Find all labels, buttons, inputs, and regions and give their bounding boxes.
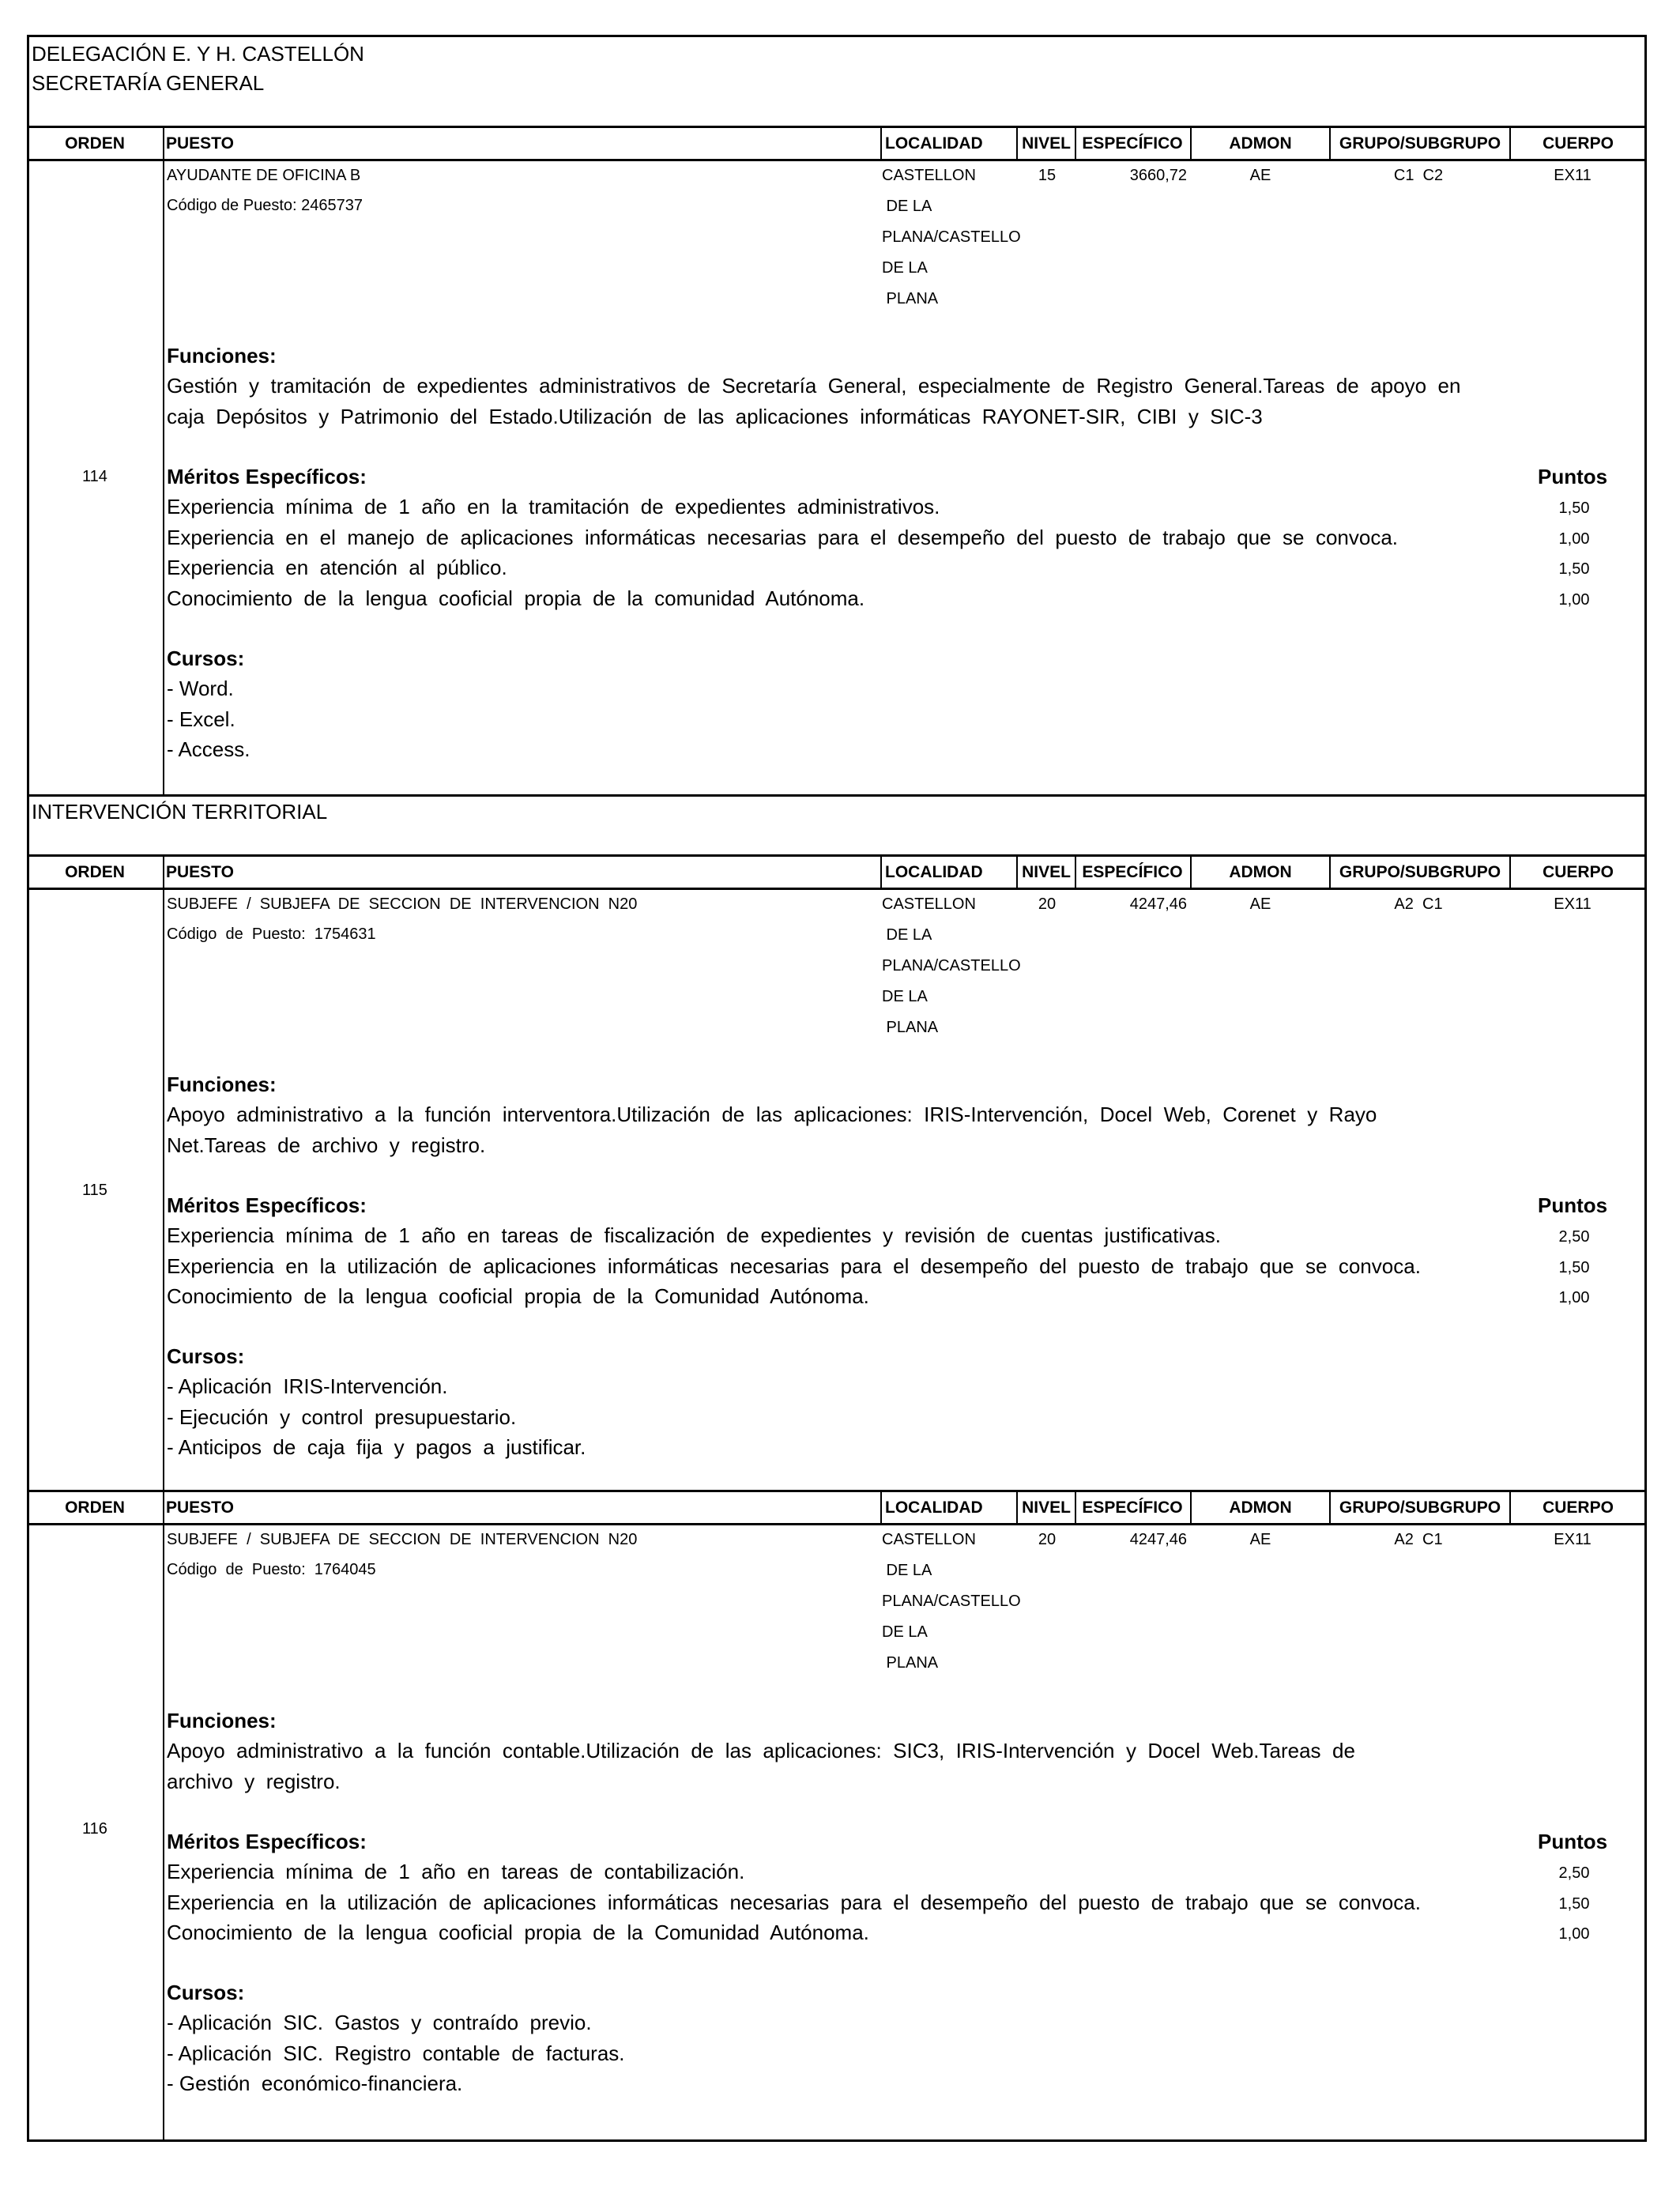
merito-text: Conocimiento de la lengua cooficial propia de la comunidad Autónoma. bbox=[167, 586, 865, 610]
entry-especifico: 3660,72 bbox=[1129, 167, 1187, 184]
cursos-label: Cursos: bbox=[167, 647, 245, 670]
merito-puntos: 1,50 bbox=[1558, 560, 1590, 578]
header-cuerpo: CUERPO bbox=[1543, 134, 1614, 153]
header-orden: ORDEN bbox=[65, 863, 125, 881]
header-orden: ORDEN bbox=[65, 134, 125, 153]
merito-text: Experiencia en el manejo de aplicaciones informáticas necesarias para el desempeño del puesto de trabajo que se convoca. bbox=[167, 526, 1399, 549]
funciones-line: Apoyo administrativo a la función contable.Utilización de las aplicaciones: SIC3, IRIS-Intervención y Docel Web.Tareas de bbox=[167, 1739, 1355, 1762]
localidad-line: PLANA bbox=[882, 290, 939, 307]
puntos-label: Puntos bbox=[1538, 1193, 1608, 1217]
merito-puntos: 1,00 bbox=[1558, 591, 1590, 609]
merito-puntos: 1,00 bbox=[1558, 1925, 1590, 1943]
entry-codigo: Código de Puesto: 1764045 bbox=[167, 1561, 376, 1578]
entry-nivel: 20 bbox=[1038, 895, 1057, 913]
localidad-line: PLANA/CASTELLO bbox=[882, 957, 1021, 974]
funciones-label: Funciones: bbox=[167, 1072, 277, 1096]
header-divider bbox=[880, 127, 882, 160]
entry-orden: 114 bbox=[82, 468, 107, 485]
entry-grupo: A2 C1 bbox=[1394, 1531, 1443, 1548]
header-admon: ADMON bbox=[1229, 134, 1292, 153]
entry-localidad bbox=[882, 1525, 1021, 1679]
entry-admon: AE bbox=[1249, 1531, 1271, 1548]
merito-puntos: 1,50 bbox=[1558, 499, 1590, 517]
funciones-line: caja Depósitos y Patrimonio del Estado.Utilización de las aplicaciones informáticas RAYONET-SIR, CIBI y SIC-3 bbox=[167, 405, 1263, 428]
localidad-line: PLANA bbox=[882, 1019, 939, 1036]
entry-cuerpo: EX11 bbox=[1554, 895, 1591, 913]
localidad-line: CASTELLON bbox=[882, 1531, 976, 1548]
merito-text: Experiencia en la utilización de aplicaciones informáticas necesarias para el desempeño del puesto de trabajo que se convoca. bbox=[167, 1891, 1421, 1914]
header-puesto: PUESTO bbox=[166, 134, 234, 153]
curso-item: - Aplicación SIC. Gastos y contraído previo. bbox=[167, 2011, 592, 2034]
header-localidad: LOCALIDAD bbox=[885, 134, 983, 153]
merito-text: Conocimiento de la lengua cooficial propia de la Comunidad Autónoma. bbox=[167, 1921, 869, 1944]
merito-puntos: 1,00 bbox=[1558, 1289, 1590, 1306]
localidad-line: DE LA bbox=[882, 198, 932, 215]
entry-localidad bbox=[882, 160, 1021, 315]
merito-text: Experiencia mínima de 1 año en tareas de contabilización. bbox=[167, 1860, 745, 1883]
entry-codigo: Código de Puesto: 1754631 bbox=[167, 925, 376, 943]
merito-text: Conocimiento de la lengua cooficial propia de la Comunidad Autónoma. bbox=[167, 1284, 869, 1308]
merito-text: Experiencia mínima de 1 año en la tramitación de expedientes administrativos. bbox=[167, 495, 940, 518]
merito-puntos: 1,50 bbox=[1558, 1895, 1590, 1913]
divider bbox=[27, 794, 1647, 797]
header-divider bbox=[880, 856, 882, 889]
divider bbox=[27, 159, 1647, 161]
section-title-delegacion: DELEGACIÓN E. Y H. CASTELLÓN bbox=[32, 42, 364, 66]
curso-item: - Ejecución y control presupuestario. bbox=[167, 1405, 517, 1429]
funciones-line: archivo y registro. bbox=[167, 1770, 341, 1793]
meritos-label: Méritos Específicos: bbox=[167, 1193, 367, 1217]
header-divider bbox=[880, 1491, 882, 1525]
merito-puntos: 2,50 bbox=[1558, 1864, 1590, 1882]
table-header-row bbox=[27, 127, 1647, 160]
header-especifico: ESPECÍFICO bbox=[1082, 134, 1183, 153]
section-title-intervencion: INTERVENCIÓN TERRITORIAL bbox=[32, 800, 328, 824]
puntos-label: Puntos bbox=[1538, 1830, 1608, 1853]
merito-text: Experiencia en la utilización de aplicaciones informáticas necesarias para el desempeño del puesto de trabajo que se convoca. bbox=[167, 1254, 1421, 1278]
header-cuerpo: CUERPO bbox=[1543, 863, 1614, 881]
header-puesto: PUESTO bbox=[166, 863, 234, 881]
cursos-label: Cursos: bbox=[167, 1981, 245, 2004]
header-grupo: GRUPO/SUBGRUPO bbox=[1339, 134, 1501, 153]
merito-text: Experiencia mínima de 1 año en tareas de fiscalización de expedientes y revisión de cuentas justificativas. bbox=[167, 1223, 1221, 1247]
entry-admon: AE bbox=[1249, 167, 1271, 184]
merito-puntos: 2,50 bbox=[1558, 1228, 1590, 1246]
merito-text: Experiencia en atención al público. bbox=[167, 556, 507, 579]
entry-puesto: AYUDANTE DE OFICINA B bbox=[167, 167, 361, 184]
curso-item: - Gestión económico-financiera. bbox=[167, 2071, 463, 2095]
localidad-line: DE LA bbox=[882, 926, 932, 944]
localidad-line: DE LA bbox=[882, 988, 928, 1005]
header-especifico: ESPECÍFICO bbox=[1082, 863, 1183, 881]
header-puesto: PUESTO bbox=[166, 1498, 234, 1517]
table-header-row bbox=[27, 1491, 1647, 1525]
localidad-line: CASTELLON bbox=[882, 167, 976, 184]
header-cuerpo: CUERPO bbox=[1543, 1498, 1614, 1517]
section-title-secretaria: SECRETARÍA GENERAL bbox=[32, 71, 265, 95]
meritos-label: Méritos Específicos: bbox=[167, 465, 367, 488]
orden-column-divider bbox=[163, 889, 164, 1490]
header-nivel: NIVEL bbox=[1022, 134, 1071, 153]
curso-item: - Word. bbox=[167, 677, 234, 700]
entry-nivel: 20 bbox=[1038, 1531, 1057, 1548]
merito-puntos: 1,50 bbox=[1558, 1259, 1590, 1276]
curso-item: - Aplicación SIC. Registro contable de facturas. bbox=[167, 2041, 625, 2065]
entry-localidad bbox=[882, 889, 1021, 1043]
entry-nivel: 15 bbox=[1038, 167, 1057, 184]
localidad-line: DE LA bbox=[882, 1623, 928, 1641]
entry-codigo: Código de Puesto: 2465737 bbox=[167, 197, 363, 214]
curso-item: - Access. bbox=[167, 737, 250, 761]
curso-item: - Anticipos de caja fija y pagos a justificar. bbox=[167, 1435, 586, 1459]
entry-puesto: SUBJEFE / SUBJEFA DE SECCION DE INTERVENCION N20 bbox=[167, 895, 638, 913]
entry-orden: 115 bbox=[82, 1182, 107, 1199]
funciones-label: Funciones: bbox=[167, 344, 277, 368]
localidad-line: PLANA/CASTELLO bbox=[882, 1593, 1021, 1610]
header-admon: ADMON bbox=[1229, 863, 1292, 881]
funciones-label: Funciones: bbox=[167, 1709, 277, 1732]
funciones-line: Net.Tareas de archivo y registro. bbox=[167, 1133, 486, 1157]
header-divider bbox=[163, 1491, 164, 1525]
orden-column-divider bbox=[163, 160, 164, 794]
meritos-label: Méritos Específicos: bbox=[167, 1830, 367, 1853]
entry-grupo: A2 C1 bbox=[1394, 895, 1443, 913]
entry-admon: AE bbox=[1249, 895, 1271, 913]
header-localidad: LOCALIDAD bbox=[885, 863, 983, 881]
orden-column-divider bbox=[163, 1525, 164, 2139]
funciones-line: Gestión y tramitación de expedientes administrativos de Secretaría General, especialmente de Registro General.Tareas de apoyo en bbox=[167, 374, 1461, 398]
divider bbox=[27, 888, 1647, 890]
merito-puntos: 1,00 bbox=[1558, 530, 1590, 548]
header-localidad: LOCALIDAD bbox=[885, 1498, 983, 1517]
curso-item: - Aplicación IRIS-Intervención. bbox=[167, 1374, 448, 1398]
funciones-line: Apoyo administrativo a la función interventora.Utilización de las aplicaciones: IRIS-Intervención, Docel Web, Corenet y Rayo bbox=[167, 1103, 1377, 1126]
entry-especifico: 4247,46 bbox=[1129, 895, 1187, 913]
header-admon: ADMON bbox=[1229, 1498, 1292, 1517]
entry-grupo: C1 C2 bbox=[1393, 167, 1444, 184]
table-header-row bbox=[27, 856, 1647, 889]
localidad-line: CASTELLON bbox=[882, 895, 976, 913]
header-divider bbox=[163, 127, 164, 160]
localidad-line: PLANA/CASTELLO bbox=[882, 228, 1021, 246]
header-orden: ORDEN bbox=[65, 1498, 125, 1517]
entry-orden: 116 bbox=[82, 1820, 107, 1838]
header-nivel: NIVEL bbox=[1022, 863, 1071, 881]
localidad-line: PLANA bbox=[882, 1654, 939, 1672]
entry-puesto: SUBJEFE / SUBJEFA DE SECCION DE INTERVENCION N20 bbox=[167, 1531, 638, 1548]
localidad-line: DE LA bbox=[882, 259, 928, 277]
curso-item: - Excel. bbox=[167, 707, 235, 731]
header-divider bbox=[163, 856, 164, 889]
entry-especifico: 4247,46 bbox=[1129, 1531, 1187, 1548]
entry-cuerpo: EX11 bbox=[1554, 1531, 1591, 1548]
puntos-label: Puntos bbox=[1538, 465, 1608, 488]
localidad-line: DE LA bbox=[882, 1562, 932, 1579]
header-grupo: GRUPO/SUBGRUPO bbox=[1339, 863, 1501, 881]
divider bbox=[27, 1523, 1647, 1525]
entry-cuerpo: EX11 bbox=[1554, 167, 1591, 184]
cursos-label: Cursos: bbox=[167, 1344, 245, 1368]
header-especifico: ESPECÍFICO bbox=[1082, 1498, 1183, 1517]
header-nivel: NIVEL bbox=[1022, 1498, 1071, 1517]
header-grupo: GRUPO/SUBGRUPO bbox=[1339, 1498, 1501, 1517]
